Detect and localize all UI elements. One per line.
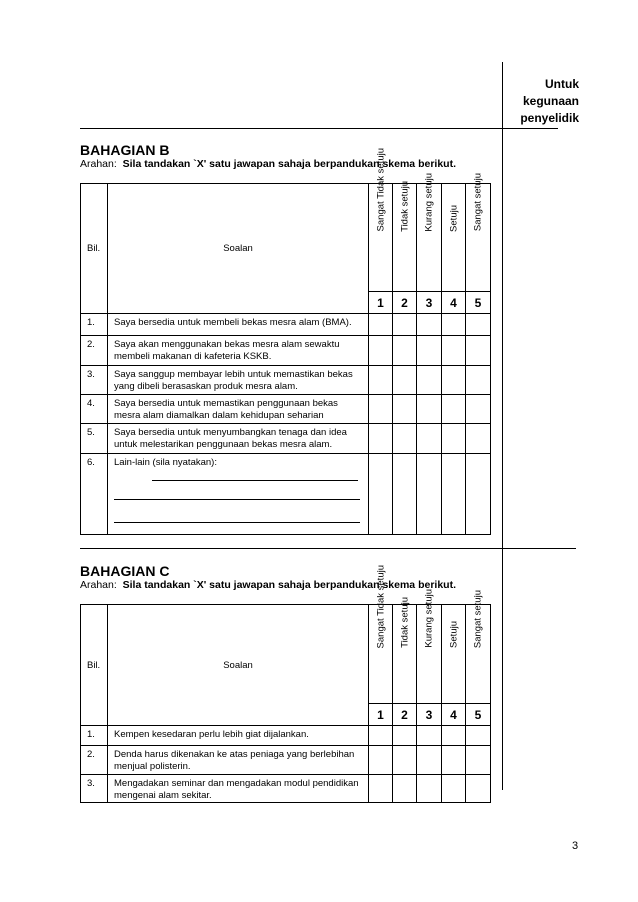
answer-cell[interactable] bbox=[417, 336, 442, 366]
table-row bbox=[81, 424, 491, 454]
scale-header-2 bbox=[393, 597, 417, 704]
answer-cell[interactable] bbox=[466, 366, 491, 395]
answer-cell[interactable] bbox=[369, 726, 393, 746]
researcher-label-line1: Untuk bbox=[545, 77, 579, 91]
answer-cell[interactable] bbox=[393, 726, 417, 746]
answer-cell[interactable] bbox=[466, 395, 491, 424]
scale-label-1: Sangat Tidak setuju bbox=[375, 148, 386, 232]
answer-cell[interactable] bbox=[417, 746, 442, 775]
answer-cell[interactable] bbox=[442, 336, 466, 366]
answer-cell[interactable] bbox=[417, 454, 442, 535]
answer-cell[interactable] bbox=[369, 395, 393, 424]
section-b-instruction bbox=[80, 158, 456, 170]
answer-cell[interactable] bbox=[369, 775, 393, 803]
question-text: Saya sanggup membayar lebih untuk memastikan bekas yang dibeli berasaskan produk mesra alam. bbox=[108, 366, 369, 395]
row-number: 3. bbox=[81, 366, 108, 395]
row-number: 3. bbox=[81, 775, 108, 803]
section-c-title: BAHAGIAN C bbox=[80, 563, 170, 579]
scale-header-3 bbox=[417, 589, 442, 704]
bil-header: Bil. bbox=[81, 605, 108, 726]
answer-cell[interactable] bbox=[369, 746, 393, 775]
answer-cell[interactable] bbox=[417, 366, 442, 395]
scale-header-3 bbox=[417, 172, 442, 292]
answer-cell[interactable] bbox=[393, 314, 417, 336]
answer-cell[interactable] bbox=[369, 366, 393, 395]
scale-number-3: 3 bbox=[417, 704, 442, 726]
table-row bbox=[81, 454, 491, 535]
answer-cell[interactable] bbox=[466, 726, 491, 746]
question-text: Saya bersedia untuk menyumbangkan tenaga dan idea untuk melestarikan penggunaan bekas mesra alam. bbox=[108, 424, 369, 454]
table-row bbox=[81, 395, 491, 424]
answer-cell[interactable] bbox=[466, 336, 491, 366]
section-b-top-rule bbox=[80, 128, 558, 129]
question-text: Mengadakan seminar dan mengadakan modul pendidikan mengenai alam sekitar. bbox=[108, 775, 369, 803]
answer-cell[interactable] bbox=[417, 395, 442, 424]
answer-cell[interactable] bbox=[369, 454, 393, 535]
answer-cell[interactable] bbox=[442, 454, 466, 535]
section-c-header-row bbox=[81, 605, 491, 704]
answer-cell[interactable] bbox=[466, 314, 491, 336]
answer-cell[interactable] bbox=[442, 314, 466, 336]
scale-number-4: 4 bbox=[442, 704, 466, 726]
section-b-instruction-text: Sila tandakan `X' satu jawapan sahaja berpandukan skema berikut. bbox=[122, 158, 456, 170]
scale-label-3: Kurang setuju bbox=[423, 172, 435, 232]
question-text: Saya akan menggunakan bekas mesra alam sewaktu membeli makanan di kafeteria KSKB. bbox=[108, 336, 369, 366]
scale-header-1 bbox=[369, 148, 393, 292]
scale-number-5: 5 bbox=[466, 292, 491, 314]
soalan-header: Soalan bbox=[108, 605, 369, 726]
other-answer-line-1[interactable] bbox=[152, 480, 358, 481]
answer-cell[interactable] bbox=[417, 726, 442, 746]
question-text: Denda harus dikenakan ke atas peniaga yang berlebihan menjual polisterin. bbox=[108, 746, 369, 775]
scale-label-4: Setuju bbox=[448, 621, 459, 648]
scale-header-5 bbox=[466, 173, 491, 292]
scale-number-1: 1 bbox=[369, 704, 393, 726]
row-number: 5. bbox=[81, 424, 108, 454]
table-row bbox=[81, 726, 491, 746]
page-number: 3 bbox=[572, 840, 579, 852]
section-b-instruction-prefix: Arahan: bbox=[80, 158, 117, 170]
scale-label-2: Tidak setuju bbox=[399, 180, 410, 232]
section-b-header-row bbox=[81, 184, 491, 292]
answer-cell[interactable] bbox=[417, 314, 442, 336]
row-number: 1. bbox=[81, 726, 108, 746]
scale-number-2: 2 bbox=[393, 292, 417, 314]
answer-cell[interactable] bbox=[417, 424, 442, 454]
answer-cell[interactable] bbox=[393, 424, 417, 454]
answer-cell[interactable] bbox=[393, 366, 417, 395]
answer-cell[interactable] bbox=[369, 336, 393, 366]
scale-label-5: Sangat setuju bbox=[472, 173, 484, 232]
scale-label-5: Sangat setuju bbox=[472, 589, 484, 648]
bil-header: Bil. bbox=[81, 184, 108, 314]
table-row bbox=[81, 775, 491, 803]
answer-cell[interactable] bbox=[442, 366, 466, 395]
answer-cell[interactable] bbox=[393, 775, 417, 803]
scale-header-1 bbox=[369, 564, 393, 704]
scale-header-2 bbox=[393, 180, 417, 292]
answer-cell[interactable] bbox=[466, 424, 491, 454]
row-number: 2. bbox=[81, 746, 108, 775]
answer-cell[interactable] bbox=[369, 314, 393, 336]
answer-cell[interactable] bbox=[442, 424, 466, 454]
section-c-instruction-prefix: Arahan: bbox=[80, 579, 117, 591]
other-answer-line-3[interactable] bbox=[114, 522, 360, 523]
answer-cell[interactable] bbox=[442, 726, 466, 746]
answer-cell[interactable] bbox=[442, 395, 466, 424]
question-text: Kempen kesedaran perlu lebih giat dijalankan. bbox=[108, 726, 369, 746]
row-number: 1. bbox=[81, 314, 108, 336]
section-c-top-rule bbox=[80, 548, 576, 549]
scale-number-2: 2 bbox=[393, 704, 417, 726]
scale-label-3: Kurang setuju bbox=[423, 589, 435, 648]
answer-cell[interactable] bbox=[466, 454, 491, 535]
answer-cell[interactable] bbox=[417, 775, 442, 803]
answer-cell[interactable] bbox=[393, 395, 417, 424]
question-text: Saya bersedia untuk memastikan penggunaan bekas mesra alam diamalkan dalam kehidupan seharian bbox=[108, 395, 369, 424]
table-row bbox=[81, 366, 491, 395]
question-other-cell bbox=[108, 454, 369, 535]
answer-cell[interactable] bbox=[442, 746, 466, 775]
table-row bbox=[81, 746, 491, 775]
scale-header-4 bbox=[442, 184, 466, 292]
section-b-title: BAHAGIAN B bbox=[80, 142, 170, 158]
answer-cell[interactable] bbox=[393, 746, 417, 775]
scale-label-2: Tidak setuju bbox=[399, 597, 410, 648]
answer-cell[interactable] bbox=[393, 454, 417, 535]
scale-header-4 bbox=[442, 605, 466, 704]
other-answer-line-2[interactable] bbox=[114, 499, 360, 500]
question-text: Saya bersedia untuk membeli bekas mesra alam (BMA). bbox=[108, 314, 369, 336]
row-number: 4. bbox=[81, 395, 108, 424]
scale-number-4: 4 bbox=[442, 292, 466, 314]
scale-label-1: Sangat Tidak setuju bbox=[375, 564, 386, 648]
row-number: 2. bbox=[81, 336, 108, 366]
section-c-instruction-text: Sila tandakan `X' satu jawapan sahaja berpandukan skema berikut. bbox=[122, 579, 456, 591]
row-number: 6. bbox=[81, 454, 108, 535]
researcher-label-line2: kegunaan bbox=[522, 94, 579, 108]
table-row bbox=[81, 314, 491, 336]
researcher-column-divider bbox=[502, 62, 503, 790]
section-c-instruction bbox=[80, 579, 456, 591]
table-row bbox=[81, 336, 491, 366]
answer-cell[interactable] bbox=[466, 775, 491, 803]
researcher-use-label bbox=[505, 76, 579, 127]
soalan-header: Soalan bbox=[108, 184, 369, 314]
answer-cell[interactable] bbox=[393, 336, 417, 366]
scale-number-3: 3 bbox=[417, 292, 442, 314]
answer-cell[interactable] bbox=[442, 775, 466, 803]
researcher-label-line3: penyelidik bbox=[520, 111, 579, 125]
scale-label-4: Setuju bbox=[448, 204, 459, 232]
answer-cell[interactable] bbox=[466, 746, 491, 775]
scale-number-1: 1 bbox=[369, 292, 393, 314]
answer-cell[interactable] bbox=[369, 424, 393, 454]
scale-header-5 bbox=[466, 589, 491, 704]
scale-number-5: 5 bbox=[466, 704, 491, 726]
question-text: Lain-lain (sila nyatakan): bbox=[114, 457, 217, 468]
